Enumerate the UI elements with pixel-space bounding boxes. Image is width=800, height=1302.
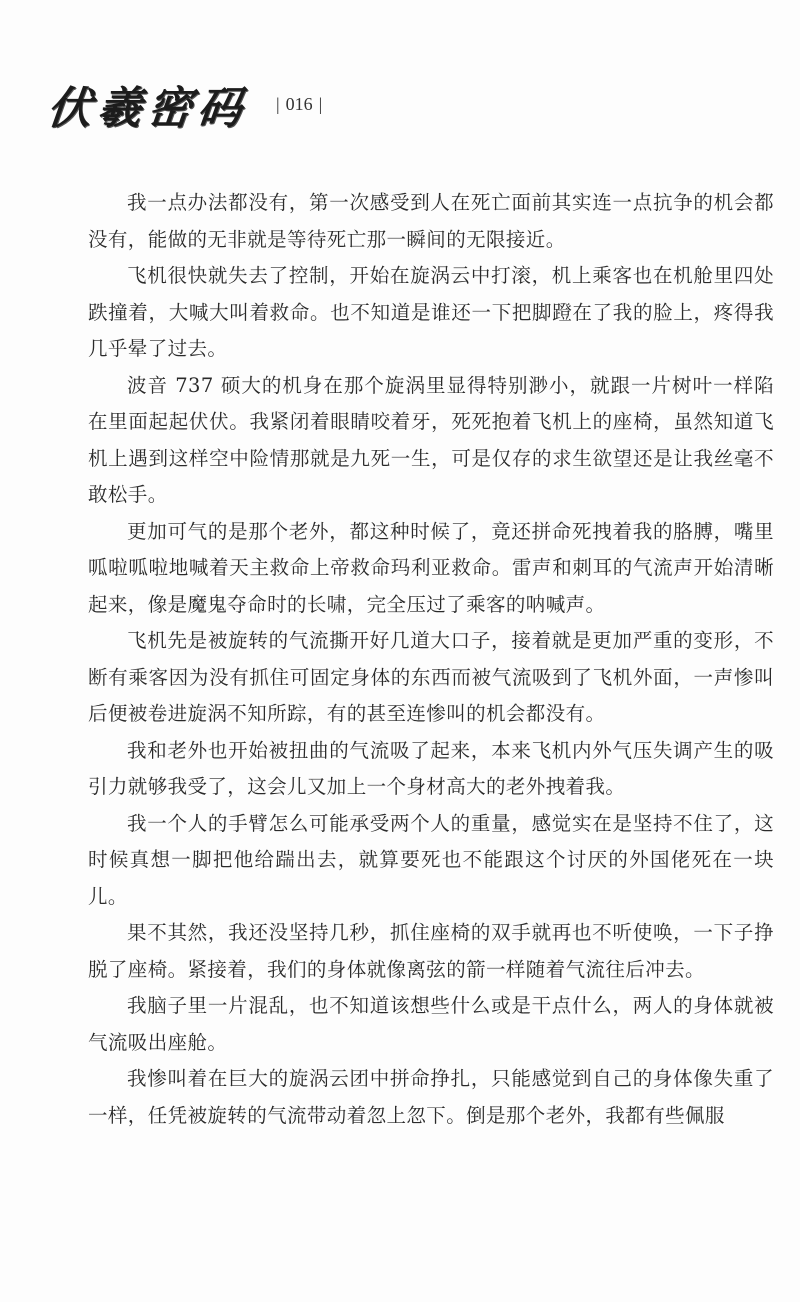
paragraph: 我一点办法都没有，第一次感受到人在死亡面前其实连一点抗争的机会都没有，能做的无非就是等待死亡那一瞬间的无限接近。 [88, 191, 774, 251]
paragraph: 我一个人的手臂怎么可能承受两个人的重量，感觉实在是坚持不住了，这时候真想一脚把他给踹出去，就算要死也不能跟这个讨厌的外国佬死在一块儿。 [88, 811, 774, 908]
body-text [88, 185, 774, 1134]
paragraph: 飞机先是被旋转的气流撕开好几道大口子，接着就是更加严重的变形，不断有乘客因为没有抓住可固定身体的东西而被气流吸到了飞机外面，一声惨叫后便被卷进旋涡不知所踪，有的甚至连惨叫的机会都没有。 [88, 629, 774, 725]
paragraph: 我和老外也开始被扭曲的气流吸了起来，本来飞机内外气压失调产生的吸引力就够我受了，这会儿又加上一个身材高大的老外拽着我。 [88, 738, 774, 798]
paragraph: 我脑子里一片混乱，也不知道该想些什么或是干点什么，两人的身体就被气流吸出座舱。 [88, 994, 774, 1054]
page-number-value: 016 [285, 93, 313, 114]
page-number: | 016 | [276, 93, 323, 114]
book-title: 伏羲密码 [44, 83, 251, 134]
paragraph: 更加可气的是那个老外，都这种时候了，竟还拼命死拽着我的胳膊，嘴里呱啦呱啦地喊着天主救命上帝救命玛利亚救命。雷声和刺耳的气流声开始清晰起来，像是魔鬼夺命时的长啸，完全压过了乘客的呐喊声。 [88, 519, 774, 616]
paragraph: 波音 737 硕大的机身在那个旋涡里显得特别渺小，就跟一片树叶一样陷在里面起起伏伏。我紧闭着眼睛咬着牙，死死抱着飞机上的座椅，虽然知道飞机上遇到这样空中险情那就是九死一生，可是仅存的求生欲望还是让我丝毫不敢松手。 [88, 373, 774, 506]
paragraph: 飞机很快就失去了控制，开始在旋涡云中打滚，机上乘客也在机舱里四处跌撞着，大喊大叫着救命。也不知道是谁还一下把脚蹬在了我的脸上，疼得我几乎晕了过去。 [88, 264, 774, 360]
paragraph: 我惨叫着在巨大的旋涡云团中拼命挣扎，只能感觉到自己的身体像失重了一样，任凭被旋转的气流带动着忽上忽下。倒是那个老外，我都有些佩服 [88, 1067, 774, 1127]
page-header [44, 74, 328, 134]
paragraph: 果不其然，我还没坚持几秒，抓住座椅的双手就再也不听使唤，一下子挣脱了座椅。紧接着，我们的身体就像离弦的箭一样随着气流往后冲去。 [88, 921, 774, 981]
